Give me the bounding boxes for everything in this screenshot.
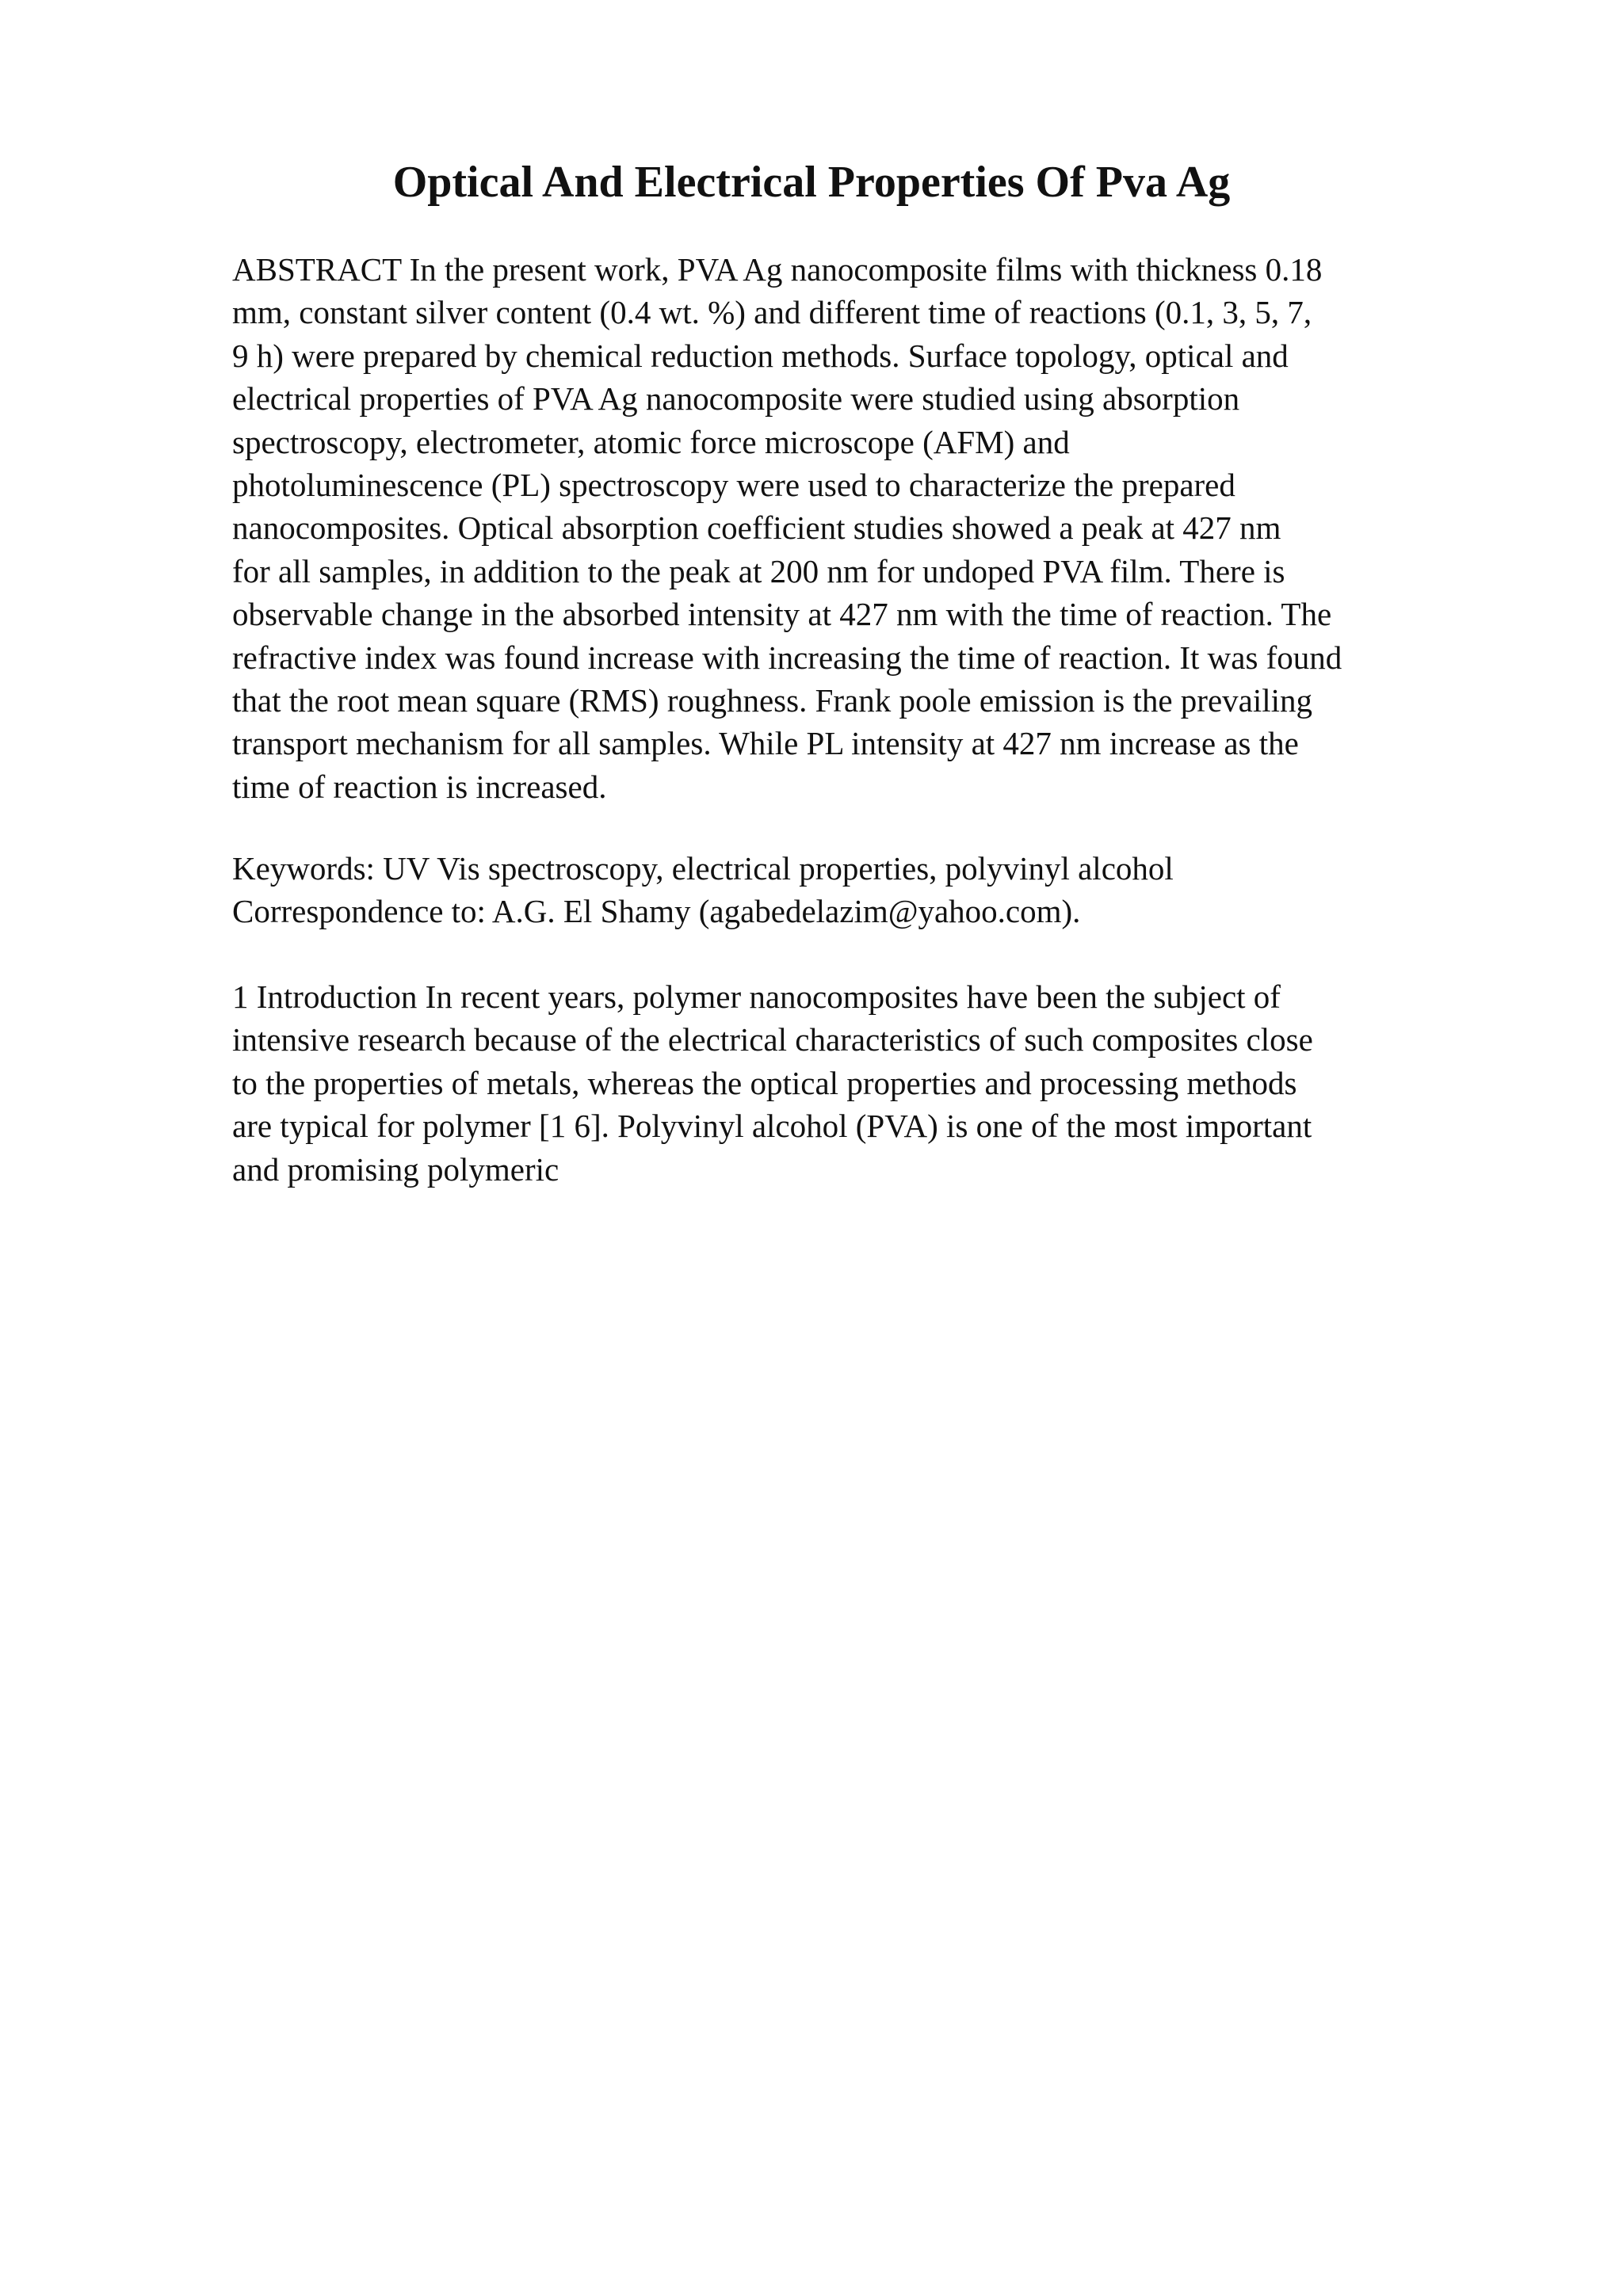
introduction-line: and promising polymeric — [232, 1150, 559, 1188]
keywords-block — [232, 847, 1516, 933]
abstract-line: for all samples, in addition to the peak at 200 nm for undoped PVA film. There is — [232, 552, 1285, 589]
introduction-paragraph — [232, 975, 1516, 1191]
introduction-line: 1 Introduction In recent years, polymer nanocomposites have been the subject of — [232, 978, 1281, 1015]
introduction-line: are typical for polymer [1 6]. Polyvinyl alcohol (PVA) is one of the most important — [232, 1108, 1312, 1145]
abstract-line: spectroscopy, electrometer, atomic force microscope (AFM) and — [232, 423, 1070, 460]
abstract-line: transport mechanism for all samples. While PL intensity at 427 nm increase as the — [232, 725, 1299, 762]
paper-title: Optical And Electrical Properties Of Pva Ag — [392, 158, 1231, 207]
abstract-line: refractive index was found increase with increasing the time of reaction. It was found — [232, 639, 1342, 676]
correspondence-line: Correspondence to: A.G. El Shamy (agabedelazim@yahoo.com). — [232, 893, 1081, 930]
introduction-line: intensive research because of the electrical characteristics of such composites close — [232, 1021, 1313, 1058]
abstract-paragraph — [232, 248, 1516, 808]
abstract-line: mm, constant silver content (0.4 wt. %) and different time of reactions (0.1, 3, 5, 7, — [232, 294, 1312, 331]
keywords-line: Keywords: UV Vis spectroscopy, electrical properties, polyvinyl alcohol — [232, 850, 1174, 887]
abstract-line: time of reaction is increased. — [232, 768, 607, 805]
abstract-line: photoluminescence (PL) spectroscopy were used to characterize the prepared — [232, 467, 1235, 504]
abstract-line: ABSTRACT In the present work, PVA Ag nanocomposite films with thickness 0.18 — [232, 251, 1323, 288]
abstract-line: that the root mean square (RMS) roughness. Frank poole emission is the prevailing — [232, 682, 1313, 719]
abstract-line: 9 h) were prepared by chemical reduction methods. Surface topology, optical and — [232, 337, 1289, 374]
abstract-line: nanocomposites. Optical absorption coefficient studies showed a peak at 427 nm — [232, 509, 1281, 547]
abstract-line: electrical properties of PVA Ag nanocomposite were studied using absorption — [232, 380, 1240, 418]
introduction-line: to the properties of metals, whereas the optical properties and processing methods — [232, 1064, 1297, 1101]
abstract-line: observable change in the absorbed intensity at 427 nm with the time of reaction. The — [232, 596, 1332, 633]
